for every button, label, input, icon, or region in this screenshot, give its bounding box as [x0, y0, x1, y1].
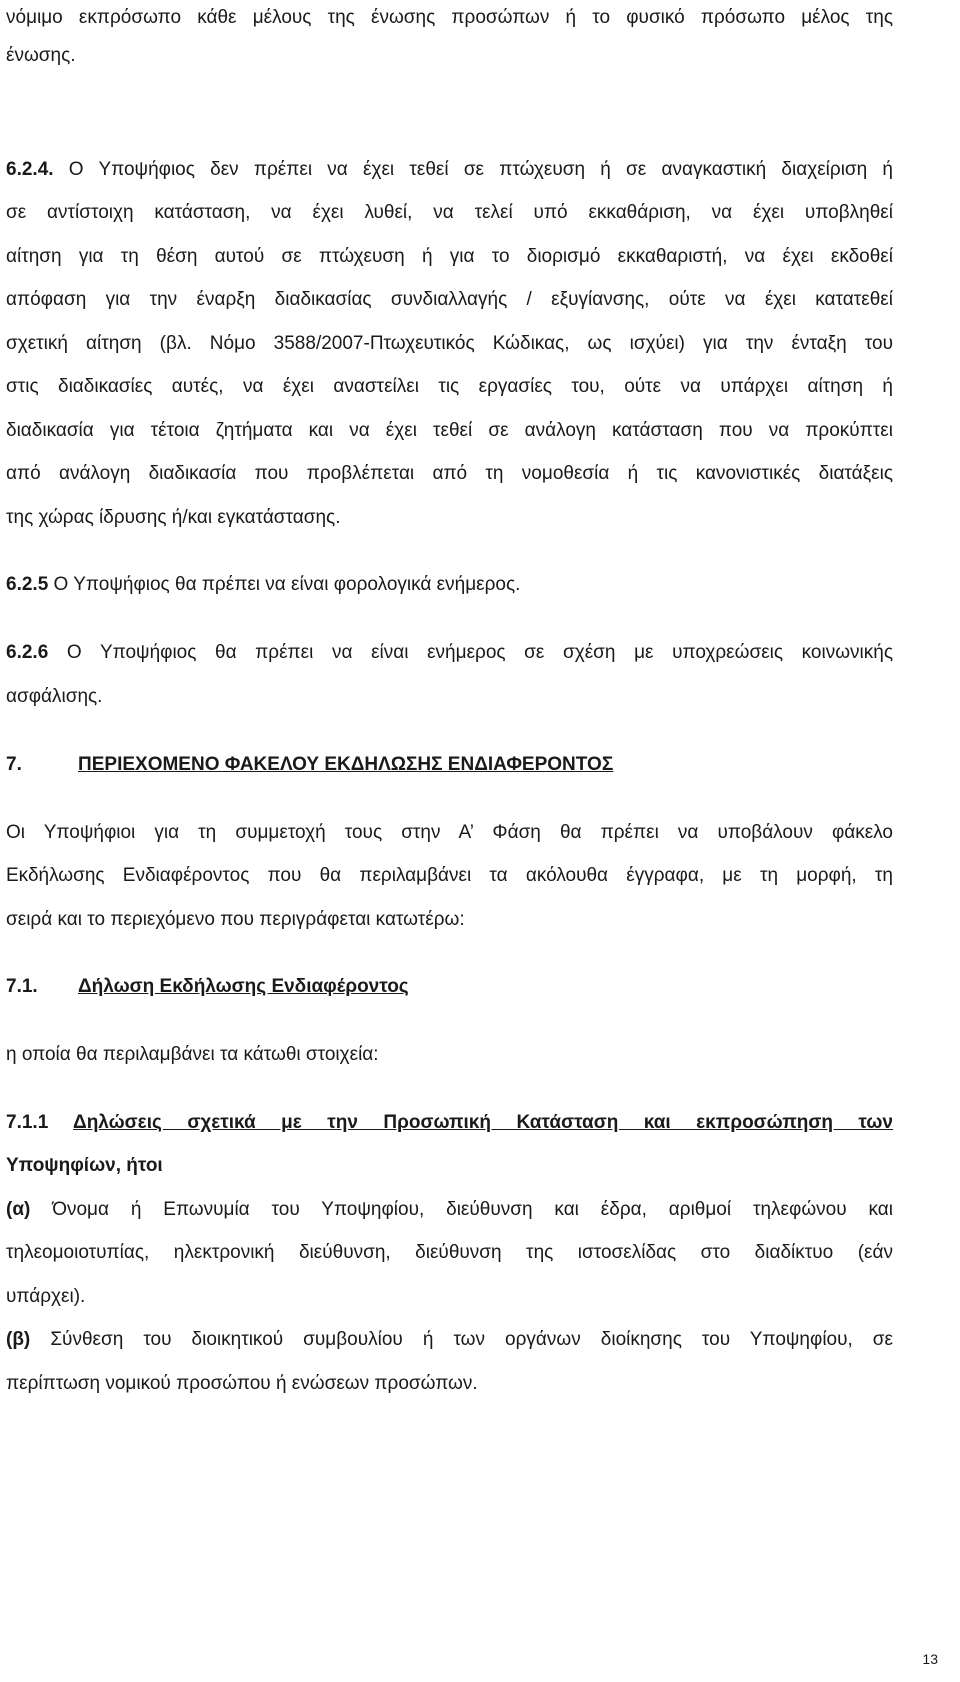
paragraph-line: σειρά και το περιεχόμενο που περιγράφεται κατωτέρω:: [6, 909, 465, 930]
paragraph-line: νόμιμο εκπρόσωπο κάθε μέλους της ένωσης προσώπων ή το φυσικό πρόσωπο μέλος της: [6, 7, 893, 28]
paragraph-text: Ο Υποψήφιος θα πρέπει να είναι φορολογικά ενήμερος.: [53, 574, 521, 595]
paragraph-line: αίτηση για τη θέση αυτού σε πτώχευση ή για το διορισμό εκκαθαριστή, να έχει εκδοθεί: [6, 246, 893, 267]
section-7-1-1-title-line: [6, 1111, 893, 1135]
paragraph-line: Οι Υποψήφιοι για τη συμμετοχή τους στην Α’ Φάση θα πρέπει να υποβάλουν φάκελο: [6, 822, 893, 843]
paragraph-line: ασφάλισης.: [6, 686, 103, 707]
paragraph-line: σχετική αίτηση (βλ. Νόμο 3588/2007-Πτωχευτικός Κώδικας, ως ισχύει) για την ένταξη του: [6, 333, 893, 354]
paragraph-line: υπάρχει).: [6, 1286, 86, 1307]
paragraph-line: σε αντίστοιχη κατάσταση, να έχει λυθεί, να τελεί υπό εκκαθάριση, να έχει υποβληθεί: [6, 202, 893, 223]
paragraph-line: η οποία θα περιλαμβάνει τα κάτωθι στοιχεία:: [6, 1044, 379, 1065]
paragraph-text: Ο Υποψήφιος θα πρέπει να είναι ενήμερος σε σχέση με υποχρεώσεις κοινωνικής: [66, 642, 893, 663]
section-6-2-6-first-line: [6, 641, 893, 665]
section-7-1-1-title-line: Υποψηφίων, ήτοι: [6, 1155, 163, 1176]
section-7-1-number: 7.1.: [6, 976, 38, 997]
paragraph-line: της χώρας ίδρυσης ή/και εγκατάστασης.: [6, 507, 341, 528]
paragraph-line: διαδικασία για τέτοια ζητήματα και να έχει τεθεί σε ανάλογη κατάσταση που να προκύπτει: [6, 420, 893, 441]
paragraph-line: τηλεομοιοτυπίας, ηλεκτρονική διεύθυνση, διεύθυνση της ιστοσελίδας στο διαδίκτυο (εάν: [6, 1242, 893, 1263]
paragraph-line: στις διαδικασίες αυτές, να έχει αναστείλει τις εργασίες του, ούτε να υπάρχει αίτηση ή: [6, 376, 893, 397]
page-number: 13: [922, 1651, 938, 1667]
list-text: Όνομα ή Επωνυμία του Υποψηφίου, διεύθυνση και έδρα, αριθμοί τηλεφώνου και: [52, 1199, 893, 1220]
list-text: Σύνθεση του διοικητικού συμβουλίου ή των οργάνων διοίκησης του Υποψηφίου, σε: [50, 1329, 894, 1350]
paragraph-line: από ανάλογη διαδικασία που προβλέπεται από τη νομοθεσία ή τις κανονιστικές διατάξεις: [6, 463, 893, 484]
section-number: 6.2.5: [6, 574, 49, 595]
paragraph-line: Εκδήλωσης Ενδιαφέροντος που θα περιλαμβάνει τα ακόλουθα έγγραφα, με τη μορφή, τη: [6, 865, 893, 886]
section-title: Δηλώσεις σχετικά με την Προσωπική Κατάσταση και εκπροσώπηση των: [73, 1112, 893, 1133]
section-7-1-title: Δήλωση Εκδήλωσης Ενδιαφέροντος: [78, 976, 409, 997]
list-label: (β): [6, 1329, 31, 1350]
list-label: (α): [6, 1199, 31, 1220]
section-6-2-4-first-line: [6, 158, 893, 182]
paragraph-text: Ο Υποψήφιος δεν πρέπει να έχει τεθεί σε πτώχευση ή σε αναγκαστική διαχείριση ή: [68, 159, 893, 180]
list-item-a-first-line: [6, 1198, 893, 1222]
section-7-title: ΠΕΡΙΕΧΟΜΕΝΟ ΦΑΚΕΛΟΥ ΕΚΔΗΛΩΣΗΣ ΕΝΔΙΑΦΕΡΟΝΤΟΣ: [78, 754, 614, 775]
paragraph-line: περίπτωση νομικού προσώπου ή ενώσεων προσώπων.: [6, 1373, 478, 1394]
section-7-number: 7.: [6, 754, 22, 775]
paragraph-line: απόφαση για την έναρξη διαδικασίας συνδιαλλαγής / εξυγίανσης, ούτε να έχει κατατεθεί: [6, 289, 893, 310]
paragraph-line: ένωσης.: [6, 45, 76, 66]
section-number: 6.2.4.: [6, 159, 54, 180]
section-number: 6.2.6: [6, 642, 49, 663]
section-6-2-5: [6, 573, 893, 597]
section-number: 7.1.1: [6, 1112, 49, 1133]
list-item-b-first-line: [6, 1328, 893, 1352]
